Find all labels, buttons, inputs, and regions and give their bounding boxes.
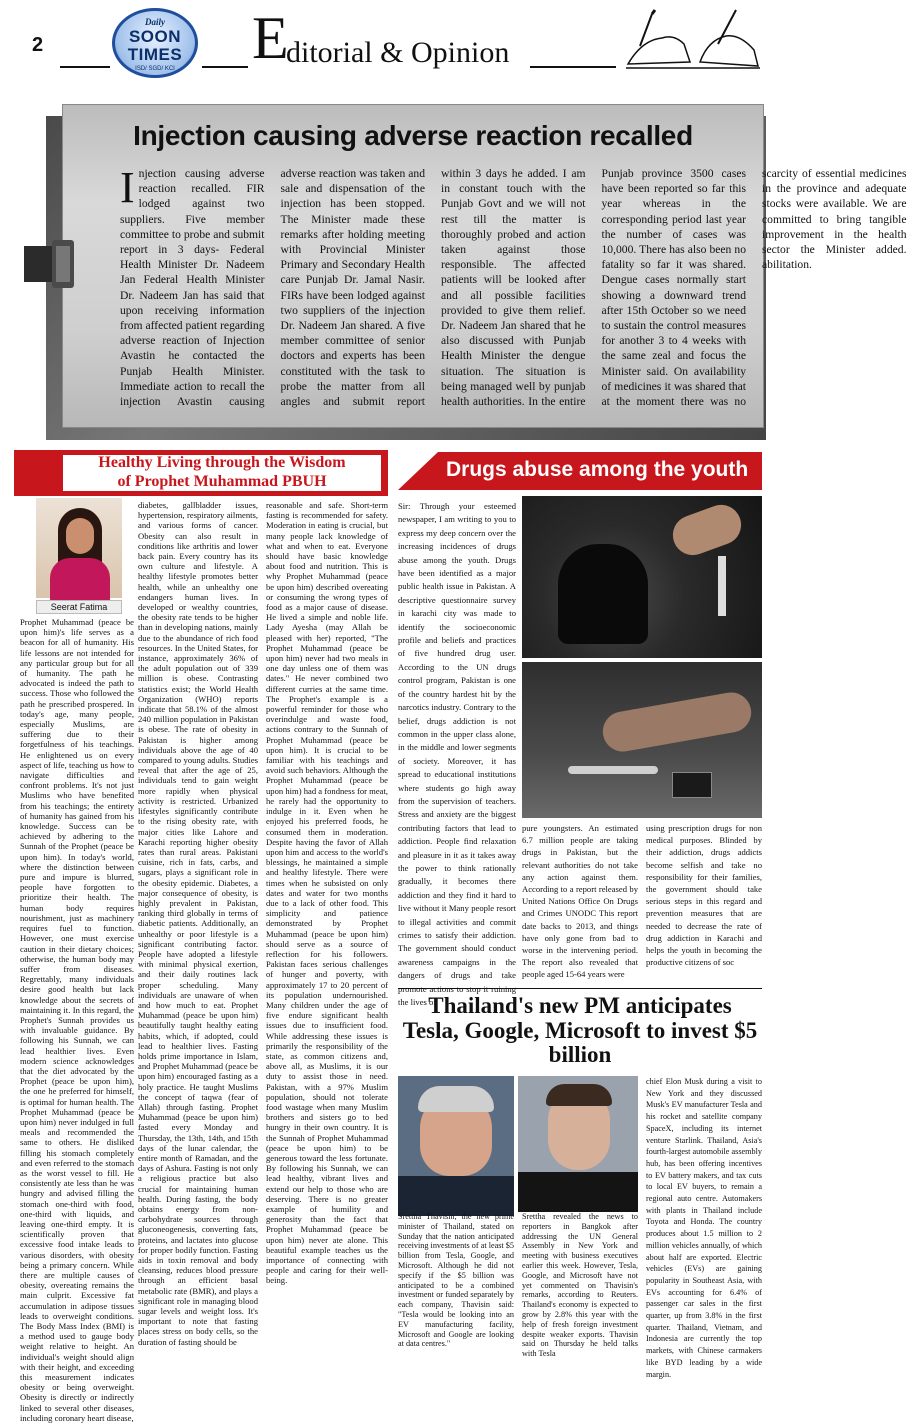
photo-suit — [398, 1176, 514, 1216]
section-initial: E — [252, 5, 289, 71]
drugs-column-1: Sir: Through your esteemed newspaper, I am writing to you to express my deep concern over the increasing incidences of drugs abuse among the youth. Drugs have been identified as a major public health issue in Pakistan. A descriptive questionnaire survey in karachi city was made to identify the socioeconomic profile and beliefs and practices of five hundred drug user. According to the UN drugs control program, Pakistan is one of the country hardest hit by the narcotics industry. Contrary to the belief, drugs addiction is not common in the upper class alone, in the middle and lower segments of society. Moreover, it has spread to educational institutions where students go high away from the supervision of teachers. Stress and anxiety are the biggest contributing factors that lead to addiction. People find relaxation and pleasure in it as it takes away the power to think rationally gradually, it becomes there addiction and they find it hard to live without it Many people resort to illegal activities and commit crimes to satisfy their addiction. The government should conduct awareness campaigns in the dangers of drugs and take the lives of — [398, 501, 516, 1008]
editorial-drop-cap: I — [120, 163, 135, 212]
health-column-3: reasonable and safe. Short-term fasting is recommended for safety. Moderation in eating is crucial, but many people lack knowledge of what and when to eat. Everyone should have basic knowledge about food and nutrition. This is why Prophet Muhammad (peace be upon him) described overeating or consuming the wrong types of food as a major cause of disease. He lived a simple and noble life. Lady Ayesha (may Allah be pleased with her) reported, "The Prophet Muhammad (peace be upon him) never had two meals in one day unless one of them was dates." He never combined two different curries at the same time. The Prophet's example is a powerful reminder for those who overindulge and waste food, actions contrary to the Sunnah of Prophet Muhammad (peace be upon him). It is crucial to be familiar with his teachings and avoid such behaviors. Although the Prophet Muhammad (peace be upon him) had a fondness for meat, he rarely had the opportunity to indulge in it. Even when he enjoyed his preferred foods, he consumed them in moderation. Despite having the favor of Allah upon him and access to the world's blessings, he maintained a simple and healthy lifestyle. There were times when he subsisted on only dates and water for two months due to a lack of other food. This simplicity and patience demonstrated by Prophet Muhammad (peace be upon him) should serve as a source of reflection for his followers. Pakistan faces serious challenges of hunger and poverty, with approximately 17 to 20 percent of its population undernourished. Many children under the age of five endure significant health issues due to insufficient food. While addressing these issues is primarily the responsibility of the state, as common citizens and, above all, as Muslims, it is our duty to assist those in need. Pakistan, with a 97% Muslim population, should not tolerate food wastage when many Muslim brothers and sisters go to bed hungry in their own country. It is the Sunnah of Prophet Muhammad (peace be upon him) to be generous toward the less fortunate. By following his Sunnah, we can lead healthy, vibrant lives and extend our help to those who are deserving. There is no greater example of humility and generosity than the fact that Prophet Muhammad (peace be upon him) never ate alone. This beautiful example teaches us the importance of connecting with people and caring for their well-being. — [266, 500, 388, 1286]
section-divider — [398, 988, 762, 989]
editorial-body — [120, 163, 907, 418]
drugs-title: Drugs abuse among the youth — [446, 458, 749, 481]
health-banner — [14, 450, 388, 496]
drugs-photo-arm-shape — [600, 689, 755, 754]
header-rule-mid — [202, 66, 248, 68]
spoon-icon — [568, 766, 658, 774]
drugs-photo-figure — [558, 544, 648, 644]
logo-editions: ISD/ SGD/ KCI — [135, 66, 175, 72]
drugs-banner-notch — [398, 452, 438, 490]
photo-srettha-thavisin — [398, 1076, 514, 1210]
photo-suit — [518, 1172, 638, 1212]
health-title-line2: of Prophet Muhammad PBUH — [117, 473, 327, 490]
thailand-column-1: Srettha Thavisin, the new prime minister of Thailand, stated on Sunday that the nation anticipated receiving investments of at least $5 billion from Tesla, Google, and Microsoft. Although he did not specify if the $5 billion was anticipated to be a combined investment or funded separately by each company, Thavisin said: "Tesla would be looking into an EV manufacturing facility, Microsoft and Google are looking at data centres." — [398, 1212, 514, 1349]
editorial-headline: Injection causing adverse reaction recalled — [133, 120, 693, 151]
drugs-photo-arm — [522, 662, 762, 818]
drugs-photo-hand — [667, 499, 746, 561]
photo-hair — [418, 1086, 494, 1112]
syringe-icon — [718, 556, 726, 616]
thailand-column-3: chief Elon Musk during a visit to New York and they discussed Musk's EV manufacturer Tesla and his rocket and satellite company SpaceX, including its internet venture Starlink. Thailand, Asia's fourth-largest automobile assembly hub, has been offering incentives to EV battery makers, and tax cuts to local EV buyers, to remain a regional auto centre. Automakers with plants in Thailand include Toyota and Honda. The country produces about 1.5 million to 2 million vehicles annually, of which about half are exported. Electric vehicles (EVs) are gaining popularity in Southeast Asia, with EVs accounting for 6.4% of passenger car sales in the first quarter, up from 3.8% in the first quarter. Thailand, Vietnam, and Indonesia are currently the top markets, with Chinese carmakers like BYD leading by a wide margin. — [646, 1077, 762, 1379]
logo-daily: Daily — [145, 17, 165, 27]
author-face — [66, 518, 94, 554]
page-number: 2 — [32, 34, 44, 56]
drugs-banner — [398, 452, 762, 490]
editorial-text: njection causing adverse reaction recalled. FIR lodged against two suppliers. Five member committee to probe and submit report in 3 days- Federal Health Minister Dr. Nadeem Jan Federal Health Minister Dr. Nadeem Jan has said that upon receiving information from affected patient regarding adverse reaction of Injection Avastin he contacted the Punjab Health Minister. Immediate action to recall the injection Avastin causing adverse reaction was taken and sale and dispensation of the injection has been stopped. The Minister made these remarks after holding meeting with Provincial Minister Primary and Secondary Health care Punjab Dr. Jamal Nasir. FIRs have been lodged against two suppliers of the injection Dr. Nadeem Jan shared. A five member committee of senior doctors and experts has been constituted with the task to probe the matter from all angles and submit report within 3 days he added. I am in constant touch with the Punjab Govt and we will not rest till the matter is thoroughly probed and action taken against those responsible. The affected patients will be looked after and all possible facilities provided to give them relief. Dr. Nadeem Jan shared that he also discussed with Punjab Health Minister the dengue situation. The situation is being managed well by punjab health authorities. In the entire Punjab province 3500 cases have been reported so far this year whereas in the corresponding period last year the number of cases was 10,000. There has also been no fatality so far it was shared. Dengue cases normally start showing a downward trend after 15th October so we need to sustain the control measures for another 3 to 4 weeks with the same zeal and focus the Minister said. On availability of medicines it was shared that at the moment there was no scarcity of essential medicines in the province and adequate stocks were available. We are committed to bring tangible improvement in the health sector the Minister added. abilitation. — [120, 167, 907, 409]
page-header — [0, 0, 770, 92]
binder-clip-icon — [22, 236, 76, 292]
header-rule-right — [530, 66, 616, 68]
drugs-photo-injection — [522, 496, 762, 658]
header-rule-left — [60, 66, 110, 68]
author-body — [50, 558, 110, 602]
drugs-column-2: pure youngsters. An estimated 6.7 million people are taking drugs in Pakistan, but the relevant authorities do not take any action against them. According to a report released by United Nations Office On Drugs and Crimes UNODC This report date backs to 2013, and things have only gone from bad to worse in the intervening period. The report also revealed that people aged 15-64 years were — [522, 823, 638, 980]
health-column-1: Prophet Muhammad (peace be upon him)'s life serves as a beacon for all of humanity. His life lessons are not intended for any particular group but for all of humanity. The path he advocated is indeed the path to success. Those who followed the path he prescribed prospered. In today's age, many people, especially Muslims, are suffering due to their forgetfulness of his teachings. He enlightened us on every aspect of life, teaching us how to navigate difficulties and confront problems. It's not just Muslims who have benefited from his teachings; the entirety of humanity has gained from his knowledge. Success can be achieved by adhering to the Sunnah of the Prophet (peace be upon him). In today's world, where the distinction between pure and impure is blurred, people have forgotten to prioritize their health. The human body requires nourishment, just as machinery requires fuel to function. However, one must exercise caution in their dietary choices; otherwise, the human body may suffer from diseases. Regrettably, many individuals desire good health but lack knowledge about the secrets of maintaining it. In this regard, the Prophet's Sunnah provides us with invaluable guidance. By following his Sunnah, we can lead healthier lives. Even modern science acknowledges that the diet advocated by the Prophet (peace be upon him), the one he preferred for himself, is optimal for human health. The Prophet Muhammad (peace be upon him) never indulged in full meals and recommended the same to others. He disliked filling his stomach completely and even referred to the stomach as the worst vessel to fill. He consistently ate less than he was hungry and advised filling the stomach one-third with food, one-third with liquids, and leaving one-third empty. It is scientifically proven that excessive food intake leads to various disorders, with obesity being a primary concern. While there are multiple causes of obesity, overeating remains the main culprit. Excessive fat accumulation in adipose tissues leads to overweight conditions. The Body Mass Index (BMI) is a method used to gauge body weight relative to height. An individual's weight should align with their height, and exceeding this measurement indicates obesity or being overweight. Obesity is directly or indirectly linked to several other diseases, including coronary heart disease, — [20, 617, 134, 1423]
photo-elon-musk — [518, 1076, 638, 1210]
logo-times: TIMES — [127, 45, 183, 64]
thailand-column-2: Srettha revealed the news to reporters in Bangkok after addressing the UN General Assembly in New York and meeting with business executives earlier this week. However, Tesla, Google, and Microsoft have not yet commented on Thavisin's remarks, according to Reuters. Thailand's economy is expected to grow by 2.8% this year with the help of fresh foreign investment despite weaker exports. Thavisin said on Thursday he held talks with Tesla — [522, 1212, 638, 1359]
logo-soon: SOON — [128, 27, 182, 46]
author-photo — [36, 498, 122, 598]
newspaper-logo[interactable] — [112, 8, 198, 78]
health-title-line1: Healthy Living through the Wisdom — [98, 454, 346, 471]
health-column-2: diabetes, gallbladder issues, hypertension, respiratory ailments, and various forms of cancer. Obesity can also result in conditions like arthritis and lower back pain. Every country has its own culture and lifestyle. A healthy lifestyle promotes better health, while an unhealthy one endangers human lives. In developed or wealthy countries, the obesity rate tends to be higher than in developing nations, mainly due to the abundance of rich food resources. In the United States, for instance, approximately 36% of the adult population out of 339 million is obese. Contrasting statistics exist; the World Health Organization (WHO) reports indicate that 58.1% of the almost 240 million population in Pakistan is obese. The rate of obesity in Pakistan is higher among individuals above the age of 40 compared to young adults. Studies reveal that after the age of 25, individuals tend to gain weight more rapidly when physical activity is restricted. Urbanized lifestyles significantly contribute to the rising obesity rate, with major cities like Lahore and Karachi reporting higher obesity rates than rural areas. Pakistani cuisine, rich in fats, carbs, and sugars, plays a significant role in the obesity epidemic. Diabetes, a major consequence of obesity, is highly prevalent in Pakistan, ranking third globally in terms of diabetic patients. Additionally, an unhealthy or poor lifestyle is a significant contributing factor. People have adopted a lifestyle with minimal physical exertion, and their daily routines lack proper scheduling. Many individuals are unaware of when and how much to eat. Prophet Muhammad (peace be upon him) beautifully taught healthy eating habits, which, if adopted, could lead to healthier lives. Fasting holds prime importance in Islam, and Prophet Muhammad (peace be upon him) encouraged fasting as a holy practice. He taught Muslims the concept of taqwa (fear of Allah) through fasting. Prophet Muhammad (peace be upon him) fasted every Monday and Thursday, the 13th, 14th, and 15th days of the lunar calendar, the entire month of Ramadan, and the days of Ashura. Fasting is not only a religious practice but also crucial for maintaining human health. During fasting, the body obtains energy from non-carbohydrate sources through gluconeogenesis, converting fats, proteins, and lactates into glucose for proper bodily function. Fasting aids in toxin removal and body cleansing, reduces blood pressure through an efficient basal metabolic rate (BMR), and plays a significant role in managing blood sugar levels and weight loss. It's important to note that fasting places stress on body cells, so the duration of fasting should be — [138, 500, 258, 1347]
hands-writing-icon — [622, 4, 762, 74]
section-title: ditorial & Opinion — [286, 36, 510, 69]
thailand-headline: Thailand's new PM anticipates Tesla, Google, Microsoft to invest $5 billion — [402, 993, 758, 1067]
photo-hair — [546, 1084, 612, 1106]
lighter-icon — [672, 772, 712, 798]
author-name: Seerat Fatima — [36, 600, 122, 614]
drugs-column-3: using prescription drugs for non medical purposes. Blinded by their addiction, drugs addicts become selfish and take no responsibility for their families, the government should take serious steps in this regard and prevention measures that are needed to decrease the rate of drug addiction in Karachi and helps the youth in becoming the productive citizens of soc — [646, 823, 762, 968]
